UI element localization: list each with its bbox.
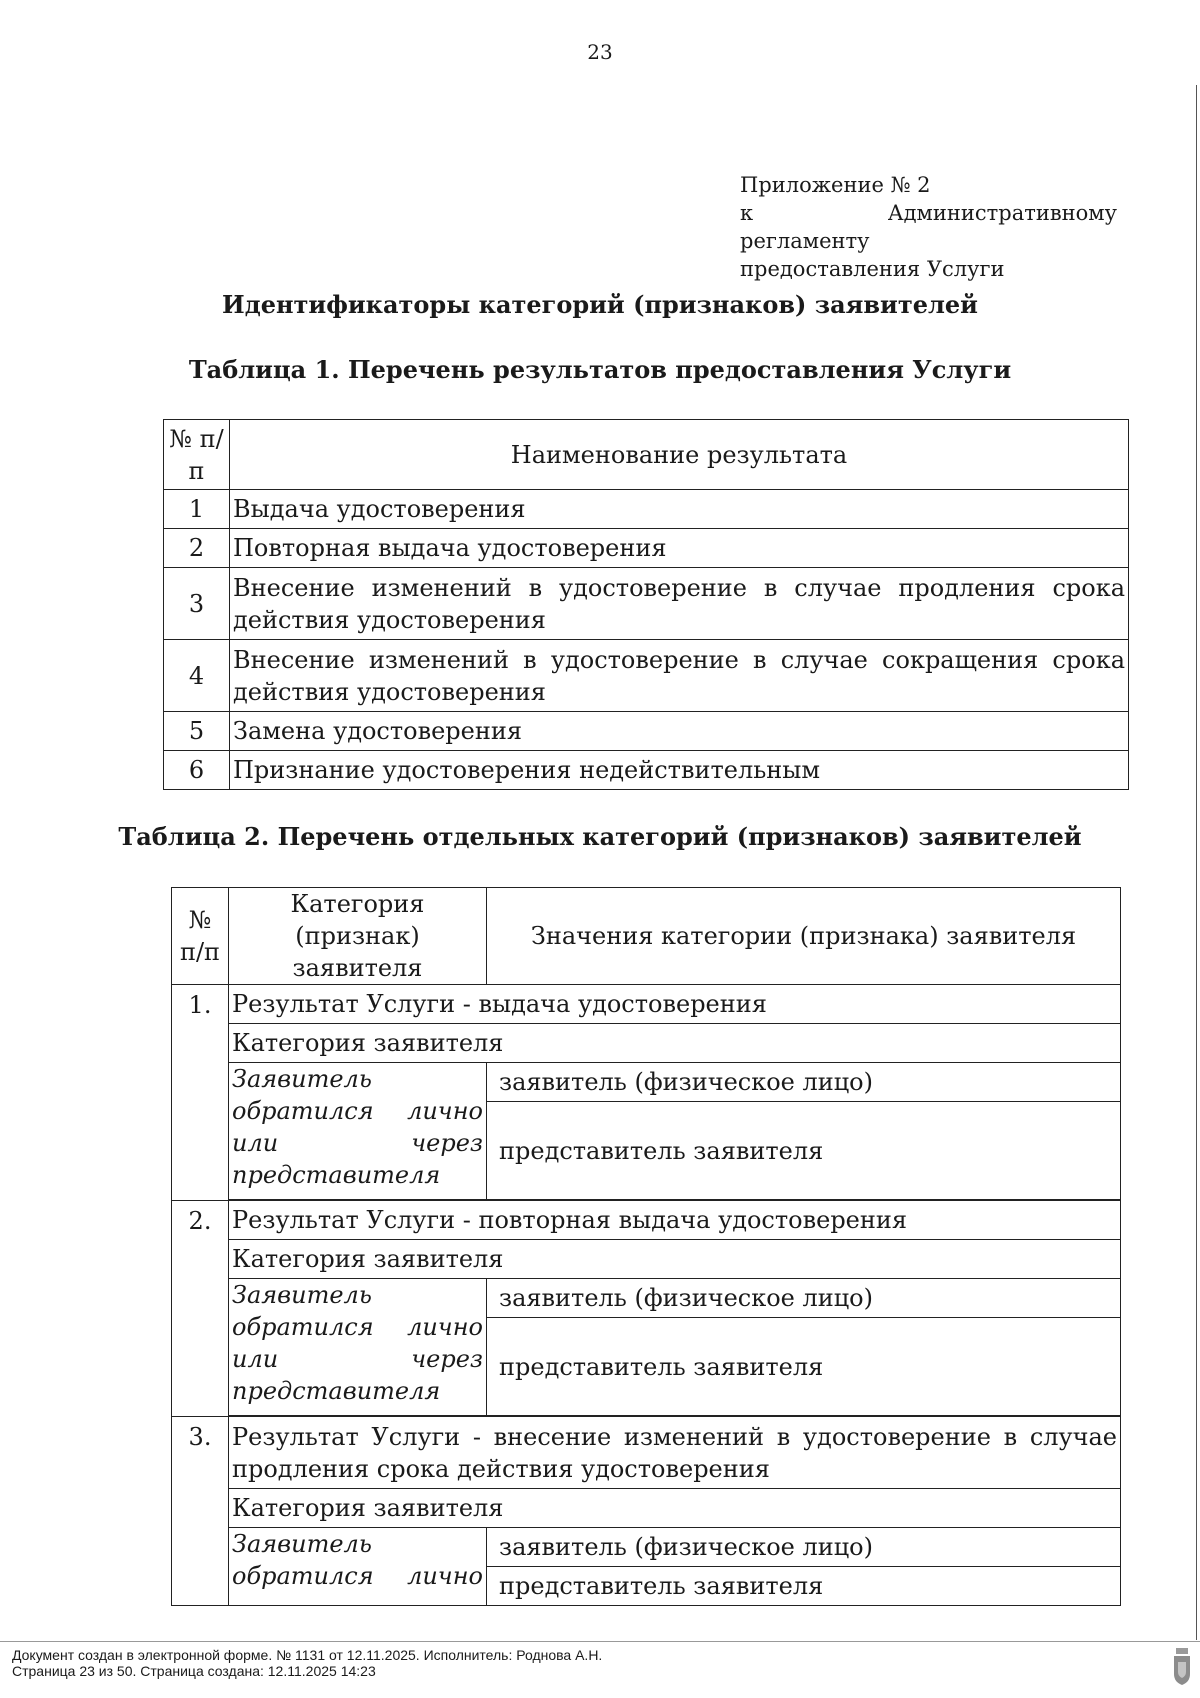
row-name: Повторная выдача удостоверения [230,529,1129,568]
table-row [164,568,1129,640]
row-num: 2 [164,529,230,568]
group-num: 3. [172,1417,229,1606]
footer-line-2: Страница 23 из 50. Страница создана: 12.11.2025 14:23 [12,1663,376,1679]
category-value: представитель заявителя [487,1318,1121,1416]
header-num: № п/п [164,420,230,490]
criterion-cell: Заявитель обратился лично [229,1528,487,1606]
category-label-row [172,1024,1121,1063]
table-row [164,640,1129,712]
category-label: Категория заявителя [229,1024,1121,1063]
category-value: представитель заявителя [487,1102,1121,1200]
row-name: Выдача удостоверения [230,490,1129,529]
category-value: представитель заявителя [487,1567,1121,1606]
category-label-row [172,1489,1121,1528]
row-name: Внесение изменений в удостоверение в случае сокращения срока действия удостоверения [230,640,1129,712]
results-table [163,419,1129,790]
row-num: 3 [164,568,230,640]
footer-line-1: Документ создан в электронной форме. № 1131 от 12.11.2025. Исполнитель: Роднова А.Н. [12,1647,603,1663]
value-row [172,1528,1121,1567]
category-label-row [172,1240,1121,1279]
row-num: 4 [164,640,230,712]
main-title: Идентификаторы категорий (признаков) заявителей [222,290,978,319]
row-name: Признание удостоверения недействительным [230,751,1129,790]
row-name: Замена удостоверения [230,712,1129,751]
result-title: Результат Услуги - повторная выдача удостоверения [229,1201,1121,1240]
document-footer [12,1647,602,1679]
table1-caption: Таблица 1. Перечень результатов предоставления Услуги [188,355,1012,384]
criterion-cell: Заявитель обратился лично или через представителя [229,1063,487,1200]
result-row [172,985,1121,1024]
category-label: Категория заявителя [229,1240,1121,1279]
table-row [164,529,1129,568]
header-result-name: Наименование результата [230,420,1129,490]
table-header-row [164,420,1129,490]
row-num: 1 [164,490,230,529]
appendix-line-2: к Административному регламенту [740,201,1117,253]
table-row [164,490,1129,529]
header-category: Категория (признак) заявителя [229,888,487,985]
value-row [172,1279,1121,1318]
group-num: 2. [172,1201,229,1417]
category-value: заявитель (физическое лицо) [487,1063,1121,1102]
row-name: Внесение изменений в удостоверение в случае продления срока действия удостоверения [230,568,1129,640]
appendix-line-3: предоставления Услуги [740,257,1005,281]
page-number: 23 [587,40,613,64]
category-value: заявитель (физическое лицо) [487,1279,1121,1318]
header-num: № п/п [172,888,229,985]
result-row [172,1201,1121,1240]
table2-caption: Таблица 2. Перечень отдельных категорий (признаков) заявителей [118,822,1082,851]
table-header-row [172,888,1121,985]
header-values: Значения категории (признака) заявителя [487,888,1121,985]
table-row [164,751,1129,790]
row-num: 5 [164,712,230,751]
criterion-cell: Заявитель обратился лично или через представителя [229,1279,487,1416]
group-num: 1. [172,985,229,1201]
result-title: Результат Услуги - внесение изменений в удостоверение в случае продления срока действия удостоверения [229,1417,1121,1489]
result-row [172,1417,1121,1489]
category-value: заявитель (физическое лицо) [487,1528,1121,1567]
coat-of-arms-icon [1172,1648,1192,1686]
appendix-line-1: Приложение № 2 [740,173,931,197]
result-title: Результат Услуги - выдача удостоверения [229,985,1121,1024]
appendix-note [740,171,1117,283]
table-row [164,712,1129,751]
value-row [172,1063,1121,1102]
category-label: Категория заявителя [229,1489,1121,1528]
categories-table [171,887,1121,1606]
row-num: 6 [164,751,230,790]
footer-rule [0,1641,1200,1642]
